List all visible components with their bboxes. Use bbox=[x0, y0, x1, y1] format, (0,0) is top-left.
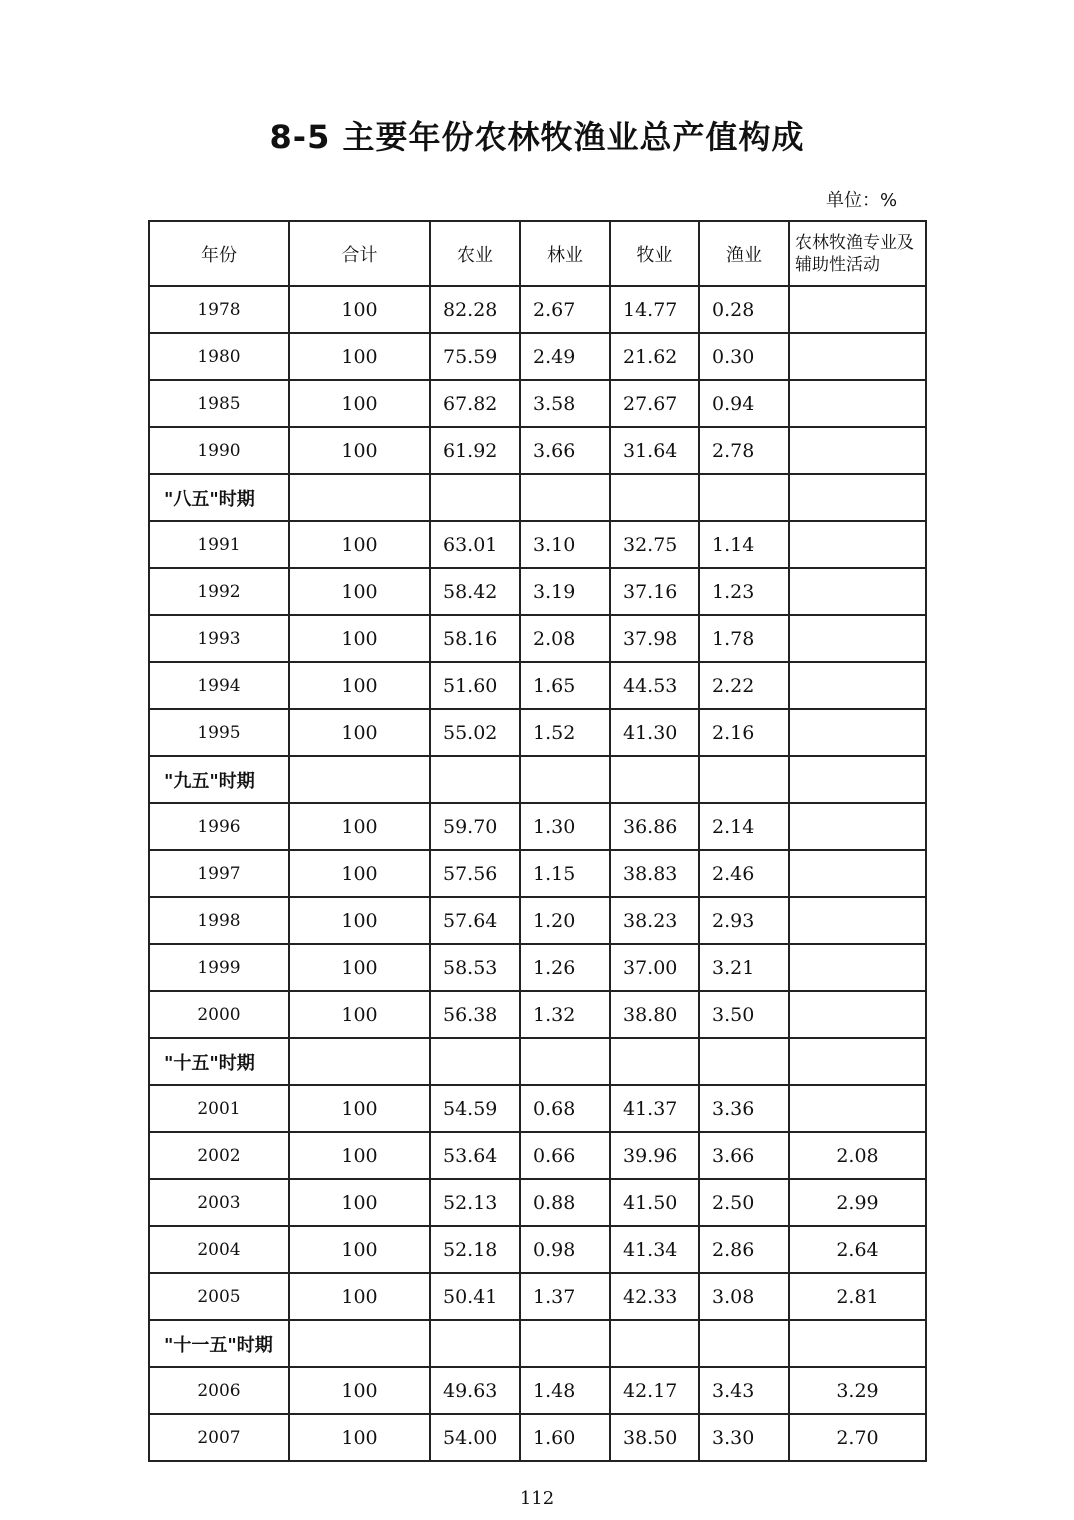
cell-total: 100 bbox=[289, 568, 430, 615]
cell-animal-husbandry: 31.64 bbox=[610, 427, 699, 474]
cell-support-activities bbox=[789, 286, 926, 333]
cell-animal-husbandry: 21.62 bbox=[610, 333, 699, 380]
cell-year: 1995 bbox=[149, 709, 289, 756]
empty-cell bbox=[289, 474, 430, 521]
cell-year: 1992 bbox=[149, 568, 289, 615]
cell-fishery: 2.78 bbox=[699, 427, 789, 474]
cell-animal-husbandry: 14.77 bbox=[610, 286, 699, 333]
cell-fishery: 3.66 bbox=[699, 1132, 789, 1179]
cell-forestry: 3.58 bbox=[520, 380, 610, 427]
empty-cell bbox=[610, 1038, 699, 1085]
empty-cell bbox=[610, 1320, 699, 1367]
page-title: 8-5 主要年份农林牧渔业总产值构成 bbox=[269, 118, 805, 156]
cell-forestry: 1.30 bbox=[520, 803, 610, 850]
cell-support-activities bbox=[789, 662, 926, 709]
cell-forestry: 3.66 bbox=[520, 427, 610, 474]
cell-year: 1996 bbox=[149, 803, 289, 850]
cell-fishery: 1.14 bbox=[699, 521, 789, 568]
period-label: "八五"时期 bbox=[149, 474, 289, 521]
cell-year: 2007 bbox=[149, 1414, 289, 1461]
cell-year: 2000 bbox=[149, 991, 289, 1038]
cell-agriculture: 58.53 bbox=[430, 944, 520, 991]
table-row bbox=[149, 380, 926, 427]
cell-support-activities: 2.99 bbox=[789, 1179, 926, 1226]
cell-support-activities bbox=[789, 427, 926, 474]
cell-year: 1993 bbox=[149, 615, 289, 662]
cell-total: 100 bbox=[289, 662, 430, 709]
header-animal-husbandry: 牧业 bbox=[610, 221, 699, 286]
empty-cell bbox=[610, 756, 699, 803]
cell-forestry: 0.98 bbox=[520, 1226, 610, 1273]
header-support-activities: 农林牧渔专业及辅助性活动 bbox=[789, 221, 926, 286]
table-row bbox=[149, 1132, 926, 1179]
empty-cell bbox=[289, 1038, 430, 1085]
cell-fishery: 3.36 bbox=[699, 1085, 789, 1132]
cell-year: 2001 bbox=[149, 1085, 289, 1132]
table-row bbox=[149, 1226, 926, 1273]
cell-animal-husbandry: 41.50 bbox=[610, 1179, 699, 1226]
cell-total: 100 bbox=[289, 286, 430, 333]
cell-total: 100 bbox=[289, 1226, 430, 1273]
cell-fishery: 0.30 bbox=[699, 333, 789, 380]
empty-cell bbox=[289, 756, 430, 803]
cell-animal-husbandry: 37.16 bbox=[610, 568, 699, 615]
cell-animal-husbandry: 41.30 bbox=[610, 709, 699, 756]
cell-agriculture: 53.64 bbox=[430, 1132, 520, 1179]
cell-support-activities: 3.29 bbox=[789, 1367, 926, 1414]
cell-agriculture: 52.18 bbox=[430, 1226, 520, 1273]
cell-total: 100 bbox=[289, 897, 430, 944]
empty-cell bbox=[789, 474, 926, 521]
cell-fishery: 3.43 bbox=[699, 1367, 789, 1414]
cell-fishery: 2.50 bbox=[699, 1179, 789, 1226]
cell-forestry: 1.26 bbox=[520, 944, 610, 991]
cell-forestry: 0.88 bbox=[520, 1179, 610, 1226]
cell-total: 100 bbox=[289, 1085, 430, 1132]
cell-year: 2002 bbox=[149, 1132, 289, 1179]
unit-label: 单位：% bbox=[826, 190, 898, 211]
cell-forestry: 1.32 bbox=[520, 991, 610, 1038]
table-header bbox=[149, 221, 926, 286]
cell-year: 1990 bbox=[149, 427, 289, 474]
cell-year: 1999 bbox=[149, 944, 289, 991]
cell-agriculture: 63.01 bbox=[430, 521, 520, 568]
cell-fishery: 2.14 bbox=[699, 803, 789, 850]
cell-fishery: 2.16 bbox=[699, 709, 789, 756]
cell-agriculture: 59.70 bbox=[430, 803, 520, 850]
empty-cell bbox=[610, 474, 699, 521]
header-fishery: 渔业 bbox=[699, 221, 789, 286]
cell-support-activities bbox=[789, 333, 926, 380]
cell-year: 2006 bbox=[149, 1367, 289, 1414]
cell-forestry: 1.48 bbox=[520, 1367, 610, 1414]
cell-total: 100 bbox=[289, 615, 430, 662]
cell-support-activities: 2.81 bbox=[789, 1273, 926, 1320]
cell-support-activities bbox=[789, 615, 926, 662]
cell-year: 1991 bbox=[149, 521, 289, 568]
table-row bbox=[149, 333, 926, 380]
period-row bbox=[149, 756, 926, 803]
cell-support-activities: 2.70 bbox=[789, 1414, 926, 1461]
table-row bbox=[149, 662, 926, 709]
cell-year: 2004 bbox=[149, 1226, 289, 1273]
cell-fishery: 2.22 bbox=[699, 662, 789, 709]
table-row bbox=[149, 991, 926, 1038]
cell-forestry: 1.20 bbox=[520, 897, 610, 944]
empty-cell bbox=[430, 1320, 520, 1367]
cell-animal-husbandry: 36.86 bbox=[610, 803, 699, 850]
period-row bbox=[149, 1320, 926, 1367]
cell-support-activities bbox=[789, 521, 926, 568]
cell-year: 1980 bbox=[149, 333, 289, 380]
cell-agriculture: 54.59 bbox=[430, 1085, 520, 1132]
cell-total: 100 bbox=[289, 380, 430, 427]
cell-fishery: 3.21 bbox=[699, 944, 789, 991]
cell-animal-husbandry: 39.96 bbox=[610, 1132, 699, 1179]
table-body bbox=[149, 286, 926, 1461]
table-row bbox=[149, 615, 926, 662]
table-row bbox=[149, 1367, 926, 1414]
period-row bbox=[149, 1038, 926, 1085]
empty-cell bbox=[430, 1038, 520, 1085]
table-row bbox=[149, 1179, 926, 1226]
cell-forestry: 2.67 bbox=[520, 286, 610, 333]
cell-forestry: 1.52 bbox=[520, 709, 610, 756]
cell-animal-husbandry: 38.80 bbox=[610, 991, 699, 1038]
cell-year: 2005 bbox=[149, 1273, 289, 1320]
cell-forestry: 2.08 bbox=[520, 615, 610, 662]
cell-agriculture: 50.41 bbox=[430, 1273, 520, 1320]
cell-animal-husbandry: 38.23 bbox=[610, 897, 699, 944]
cell-total: 100 bbox=[289, 709, 430, 756]
cell-support-activities bbox=[789, 991, 926, 1038]
cell-total: 100 bbox=[289, 333, 430, 380]
cell-forestry: 1.65 bbox=[520, 662, 610, 709]
cell-support-activities bbox=[789, 803, 926, 850]
cell-animal-husbandry: 27.67 bbox=[610, 380, 699, 427]
period-label: "九五"时期 bbox=[149, 756, 289, 803]
cell-agriculture: 82.28 bbox=[430, 286, 520, 333]
empty-cell bbox=[789, 756, 926, 803]
cell-agriculture: 61.92 bbox=[430, 427, 520, 474]
cell-fishery: 1.78 bbox=[699, 615, 789, 662]
table-row bbox=[149, 850, 926, 897]
cell-support-activities bbox=[789, 897, 926, 944]
cell-animal-husbandry: 38.50 bbox=[610, 1414, 699, 1461]
empty-cell bbox=[430, 756, 520, 803]
table-row bbox=[149, 709, 926, 756]
table-row bbox=[149, 944, 926, 991]
cell-support-activities bbox=[789, 1085, 926, 1132]
cell-agriculture: 57.56 bbox=[430, 850, 520, 897]
empty-cell bbox=[520, 1320, 610, 1367]
empty-cell bbox=[520, 1038, 610, 1085]
table-row bbox=[149, 521, 926, 568]
header-row bbox=[149, 221, 926, 286]
table-row bbox=[149, 568, 926, 615]
table-row bbox=[149, 1414, 926, 1461]
cell-animal-husbandry: 37.00 bbox=[610, 944, 699, 991]
cell-animal-husbandry: 37.98 bbox=[610, 615, 699, 662]
cell-animal-husbandry: 38.83 bbox=[610, 850, 699, 897]
cell-support-activities: 2.08 bbox=[789, 1132, 926, 1179]
cell-total: 100 bbox=[289, 850, 430, 897]
output-structure-table bbox=[148, 220, 927, 1462]
cell-animal-husbandry: 42.17 bbox=[610, 1367, 699, 1414]
cell-agriculture: 67.82 bbox=[430, 380, 520, 427]
cell-total: 100 bbox=[289, 1414, 430, 1461]
table-row bbox=[149, 1273, 926, 1320]
cell-agriculture: 49.63 bbox=[430, 1367, 520, 1414]
cell-forestry: 1.60 bbox=[520, 1414, 610, 1461]
empty-cell bbox=[789, 1038, 926, 1085]
cell-animal-husbandry: 42.33 bbox=[610, 1273, 699, 1320]
table-row bbox=[149, 427, 926, 474]
cell-forestry: 0.66 bbox=[520, 1132, 610, 1179]
cell-total: 100 bbox=[289, 944, 430, 991]
empty-cell bbox=[699, 1320, 789, 1367]
cell-forestry: 1.37 bbox=[520, 1273, 610, 1320]
cell-year: 1978 bbox=[149, 286, 289, 333]
cell-agriculture: 52.13 bbox=[430, 1179, 520, 1226]
cell-year: 1994 bbox=[149, 662, 289, 709]
cell-fishery: 1.23 bbox=[699, 568, 789, 615]
cell-support-activities bbox=[789, 568, 926, 615]
cell-fishery: 2.93 bbox=[699, 897, 789, 944]
empty-cell bbox=[789, 1320, 926, 1367]
cell-year: 2003 bbox=[149, 1179, 289, 1226]
cell-animal-husbandry: 41.37 bbox=[610, 1085, 699, 1132]
header-total: 合计 bbox=[289, 221, 430, 286]
cell-forestry: 3.19 bbox=[520, 568, 610, 615]
cell-forestry: 2.49 bbox=[520, 333, 610, 380]
cell-support-activities bbox=[789, 709, 926, 756]
table-row bbox=[149, 897, 926, 944]
cell-agriculture: 51.60 bbox=[430, 662, 520, 709]
cell-agriculture: 75.59 bbox=[430, 333, 520, 380]
cell-forestry: 0.68 bbox=[520, 1085, 610, 1132]
period-label: "十五"时期 bbox=[149, 1038, 289, 1085]
cell-support-activities bbox=[789, 850, 926, 897]
header-year: 年份 bbox=[149, 221, 289, 286]
empty-cell bbox=[699, 474, 789, 521]
cell-total: 100 bbox=[289, 521, 430, 568]
cell-total: 100 bbox=[289, 1179, 430, 1226]
cell-agriculture: 57.64 bbox=[430, 897, 520, 944]
period-label: "十一五"时期 bbox=[149, 1320, 289, 1367]
cell-total: 100 bbox=[289, 991, 430, 1038]
period-row bbox=[149, 474, 926, 521]
cell-year: 1997 bbox=[149, 850, 289, 897]
cell-fishery: 3.30 bbox=[699, 1414, 789, 1461]
cell-total: 100 bbox=[289, 1367, 430, 1414]
cell-support-activities: 2.64 bbox=[789, 1226, 926, 1273]
cell-support-activities bbox=[789, 380, 926, 427]
table-row bbox=[149, 286, 926, 333]
cell-support-activities bbox=[789, 944, 926, 991]
cell-year: 1998 bbox=[149, 897, 289, 944]
header-agriculture: 农业 bbox=[430, 221, 520, 286]
cell-fishery: 2.86 bbox=[699, 1226, 789, 1273]
header-forestry: 林业 bbox=[520, 221, 610, 286]
cell-agriculture: 58.16 bbox=[430, 615, 520, 662]
cell-fishery: 0.94 bbox=[699, 380, 789, 427]
cell-animal-husbandry: 32.75 bbox=[610, 521, 699, 568]
cell-forestry: 3.10 bbox=[520, 521, 610, 568]
cell-total: 100 bbox=[289, 1273, 430, 1320]
cell-agriculture: 58.42 bbox=[430, 568, 520, 615]
page-number: 112 bbox=[519, 1488, 555, 1509]
cell-agriculture: 55.02 bbox=[430, 709, 520, 756]
cell-year: 1985 bbox=[149, 380, 289, 427]
cell-agriculture: 56.38 bbox=[430, 991, 520, 1038]
cell-fishery: 2.46 bbox=[699, 850, 789, 897]
cell-total: 100 bbox=[289, 803, 430, 850]
empty-cell bbox=[289, 1320, 430, 1367]
cell-animal-husbandry: 41.34 bbox=[610, 1226, 699, 1273]
cell-total: 100 bbox=[289, 1132, 430, 1179]
cell-fishery: 3.08 bbox=[699, 1273, 789, 1320]
empty-cell bbox=[430, 474, 520, 521]
empty-cell bbox=[520, 474, 610, 521]
cell-forestry: 1.15 bbox=[520, 850, 610, 897]
cell-fishery: 3.50 bbox=[699, 991, 789, 1038]
cell-fishery: 0.28 bbox=[699, 286, 789, 333]
empty-cell bbox=[520, 756, 610, 803]
table-row bbox=[149, 803, 926, 850]
cell-total: 100 bbox=[289, 427, 430, 474]
table-row bbox=[149, 1085, 926, 1132]
cell-animal-husbandry: 44.53 bbox=[610, 662, 699, 709]
empty-cell bbox=[699, 1038, 789, 1085]
cell-agriculture: 54.00 bbox=[430, 1414, 520, 1461]
empty-cell bbox=[699, 756, 789, 803]
